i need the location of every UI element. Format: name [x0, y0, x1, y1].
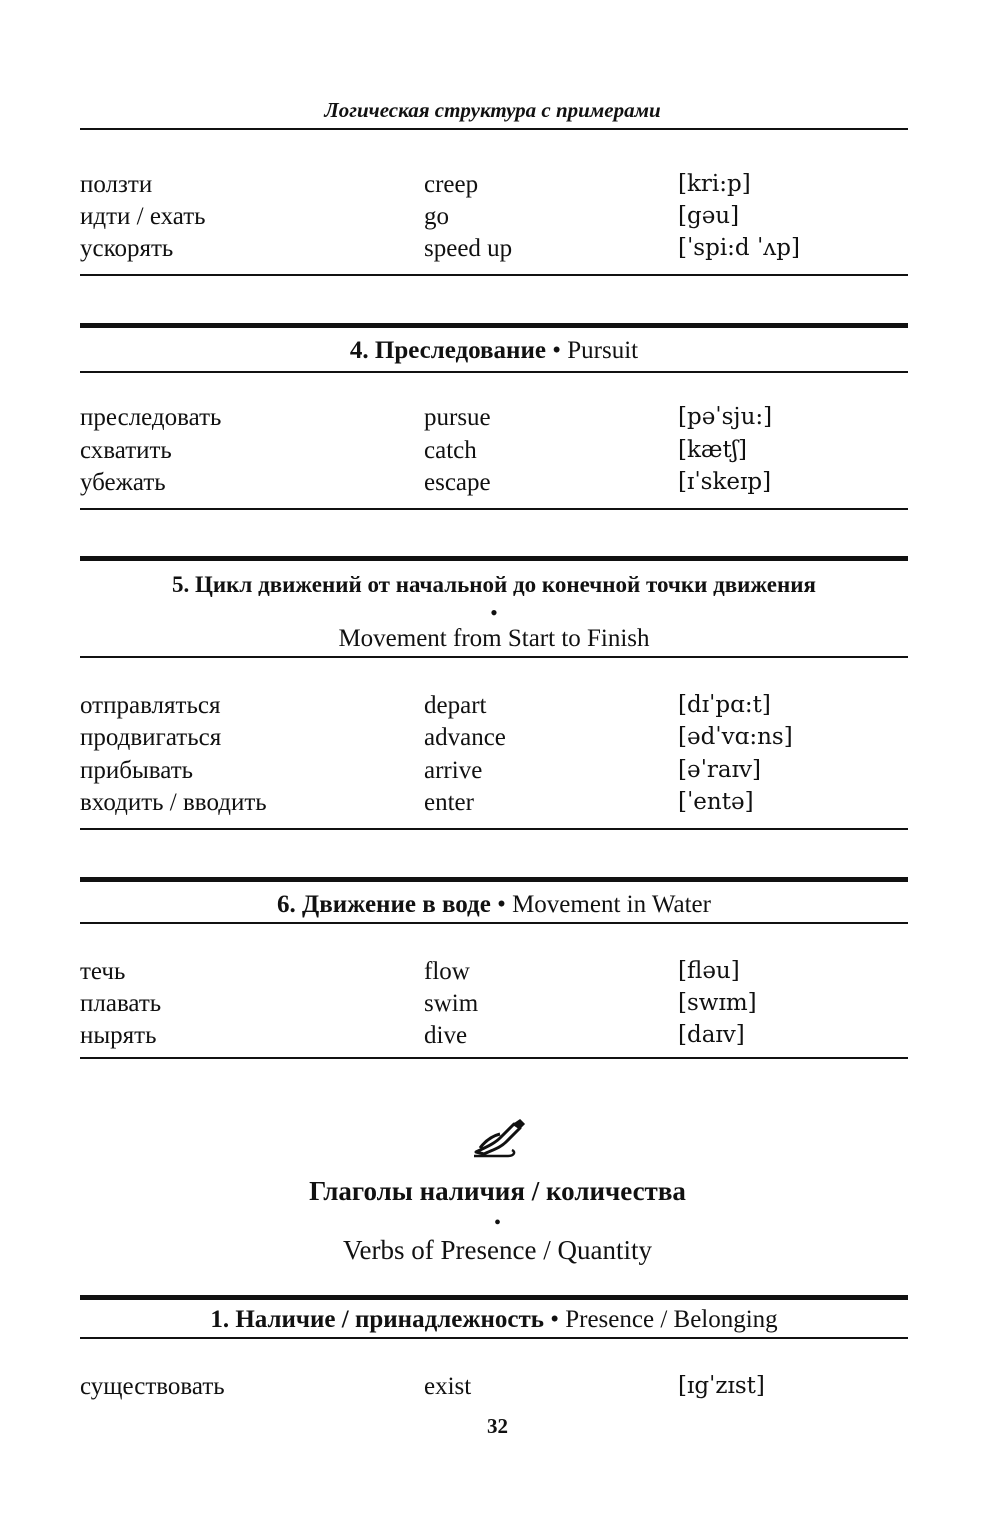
english-term: enter: [424, 789, 474, 816]
section-title-en: Movement from Start to Finish: [338, 625, 650, 652]
bullet-separator: •: [550, 1306, 559, 1333]
russian-term: входить / вводить: [80, 789, 267, 816]
section-title-en: Pursuit: [567, 337, 639, 364]
table-row: [0, 1373, 1000, 1405]
russian-term: отправляться: [80, 692, 221, 719]
transcription: [kri:p]: [678, 171, 751, 197]
table-row: [0, 171, 1000, 203]
english-term: creep: [424, 171, 479, 198]
bullet-separator: •: [490, 600, 498, 625]
chapter-title-ru: Глаголы наличия / количества: [309, 1176, 686, 1206]
transcription: [gəu]: [678, 203, 740, 229]
table-row: [0, 757, 1000, 789]
table-row: [0, 958, 1000, 990]
transcription: [pəˈsju:]: [678, 404, 773, 430]
russian-term: течь: [80, 958, 126, 985]
russian-term: прибывать: [80, 757, 194, 784]
bullet-separator: •: [493, 1212, 501, 1234]
english-term: depart: [424, 692, 487, 719]
table-row: [0, 1022, 1000, 1054]
english-term: speed up: [424, 235, 513, 262]
transcription: [ˈentə]: [678, 789, 754, 815]
transcription: [ɪgˈzɪst]: [678, 1373, 765, 1399]
page-number: 32: [487, 1414, 508, 1438]
table-row: [0, 235, 1000, 267]
transcription: [fləu]: [678, 958, 740, 984]
table-row: [0, 404, 1000, 436]
section-top-rule: [80, 556, 908, 561]
english-term: escape: [424, 469, 491, 496]
section-title: [80, 337, 908, 365]
russian-term: ползти: [80, 171, 153, 198]
divider: [80, 508, 908, 510]
russian-term: плавать: [80, 990, 162, 1017]
section-title-ru: 6. Движение в воде: [277, 891, 491, 918]
transcription: [ədˈvɑ:ns]: [678, 724, 793, 750]
russian-term: существовать: [80, 1373, 225, 1400]
section-top-rule: [80, 877, 908, 882]
english-term: pursue: [424, 404, 491, 431]
transcription: [swɪm]: [678, 990, 757, 1016]
running-head: Логическая структура с примерами: [324, 98, 661, 122]
section-title-ru: 1. Наличие / принадлежность: [210, 1306, 544, 1333]
divider: [80, 922, 908, 924]
divider: [80, 274, 908, 276]
section-title-ru: 5. Цикл движений от начальной до конечной точки движения: [172, 572, 816, 597]
divider: [80, 371, 908, 373]
section-title-en: Presence / Belonging: [565, 1306, 778, 1333]
transcription: [ɪˈskeɪp]: [678, 469, 772, 495]
bullet-separator: •: [497, 891, 506, 918]
bullet-separator: •: [552, 337, 561, 364]
table-row: [0, 437, 1000, 469]
english-term: advance: [424, 724, 506, 751]
russian-term: ускорять: [80, 235, 174, 262]
transcription: [ˈspi:d ˈʌp]: [678, 235, 800, 261]
chapter-title-en: Verbs of Presence / Quantity: [343, 1235, 652, 1265]
russian-term: убежать: [80, 469, 166, 496]
english-term: swim: [424, 990, 479, 1017]
transcription: [kætʃ]: [678, 437, 747, 463]
table-row: [0, 724, 1000, 756]
divider: [80, 656, 908, 658]
table-row: [0, 469, 1000, 501]
divider: [80, 128, 908, 130]
english-term: go: [424, 203, 449, 230]
table-row: [0, 692, 1000, 724]
russian-term: схватить: [80, 437, 172, 464]
english-term: exist: [424, 1373, 472, 1400]
table-row: [0, 789, 1000, 821]
section-top-rule: [80, 1295, 908, 1300]
writing-hand-icon: [470, 1118, 526, 1160]
russian-term: продвигаться: [80, 724, 222, 751]
table-row: [0, 990, 1000, 1022]
section-title: [80, 1306, 908, 1334]
transcription: [əˈraɪv]: [678, 757, 761, 783]
divider: [80, 828, 908, 830]
english-term: catch: [424, 437, 477, 464]
english-term: flow: [424, 958, 470, 985]
section-top-rule: [80, 323, 908, 328]
russian-term: преследовать: [80, 404, 222, 431]
table-row: [0, 203, 1000, 235]
transcription: [daɪv]: [678, 1022, 745, 1048]
divider: [80, 1057, 908, 1059]
russian-term: нырять: [80, 1022, 157, 1049]
russian-term: идти / ехать: [80, 203, 206, 230]
divider: [80, 1337, 908, 1339]
section-title: [80, 891, 908, 919]
section-title-ru: 4. Преследование: [349, 337, 546, 364]
transcription: [dɪˈpɑ:t]: [678, 692, 771, 718]
english-term: arrive: [424, 757, 483, 784]
section-title-en: Movement in Water: [512, 891, 711, 918]
english-term: dive: [424, 1022, 468, 1049]
